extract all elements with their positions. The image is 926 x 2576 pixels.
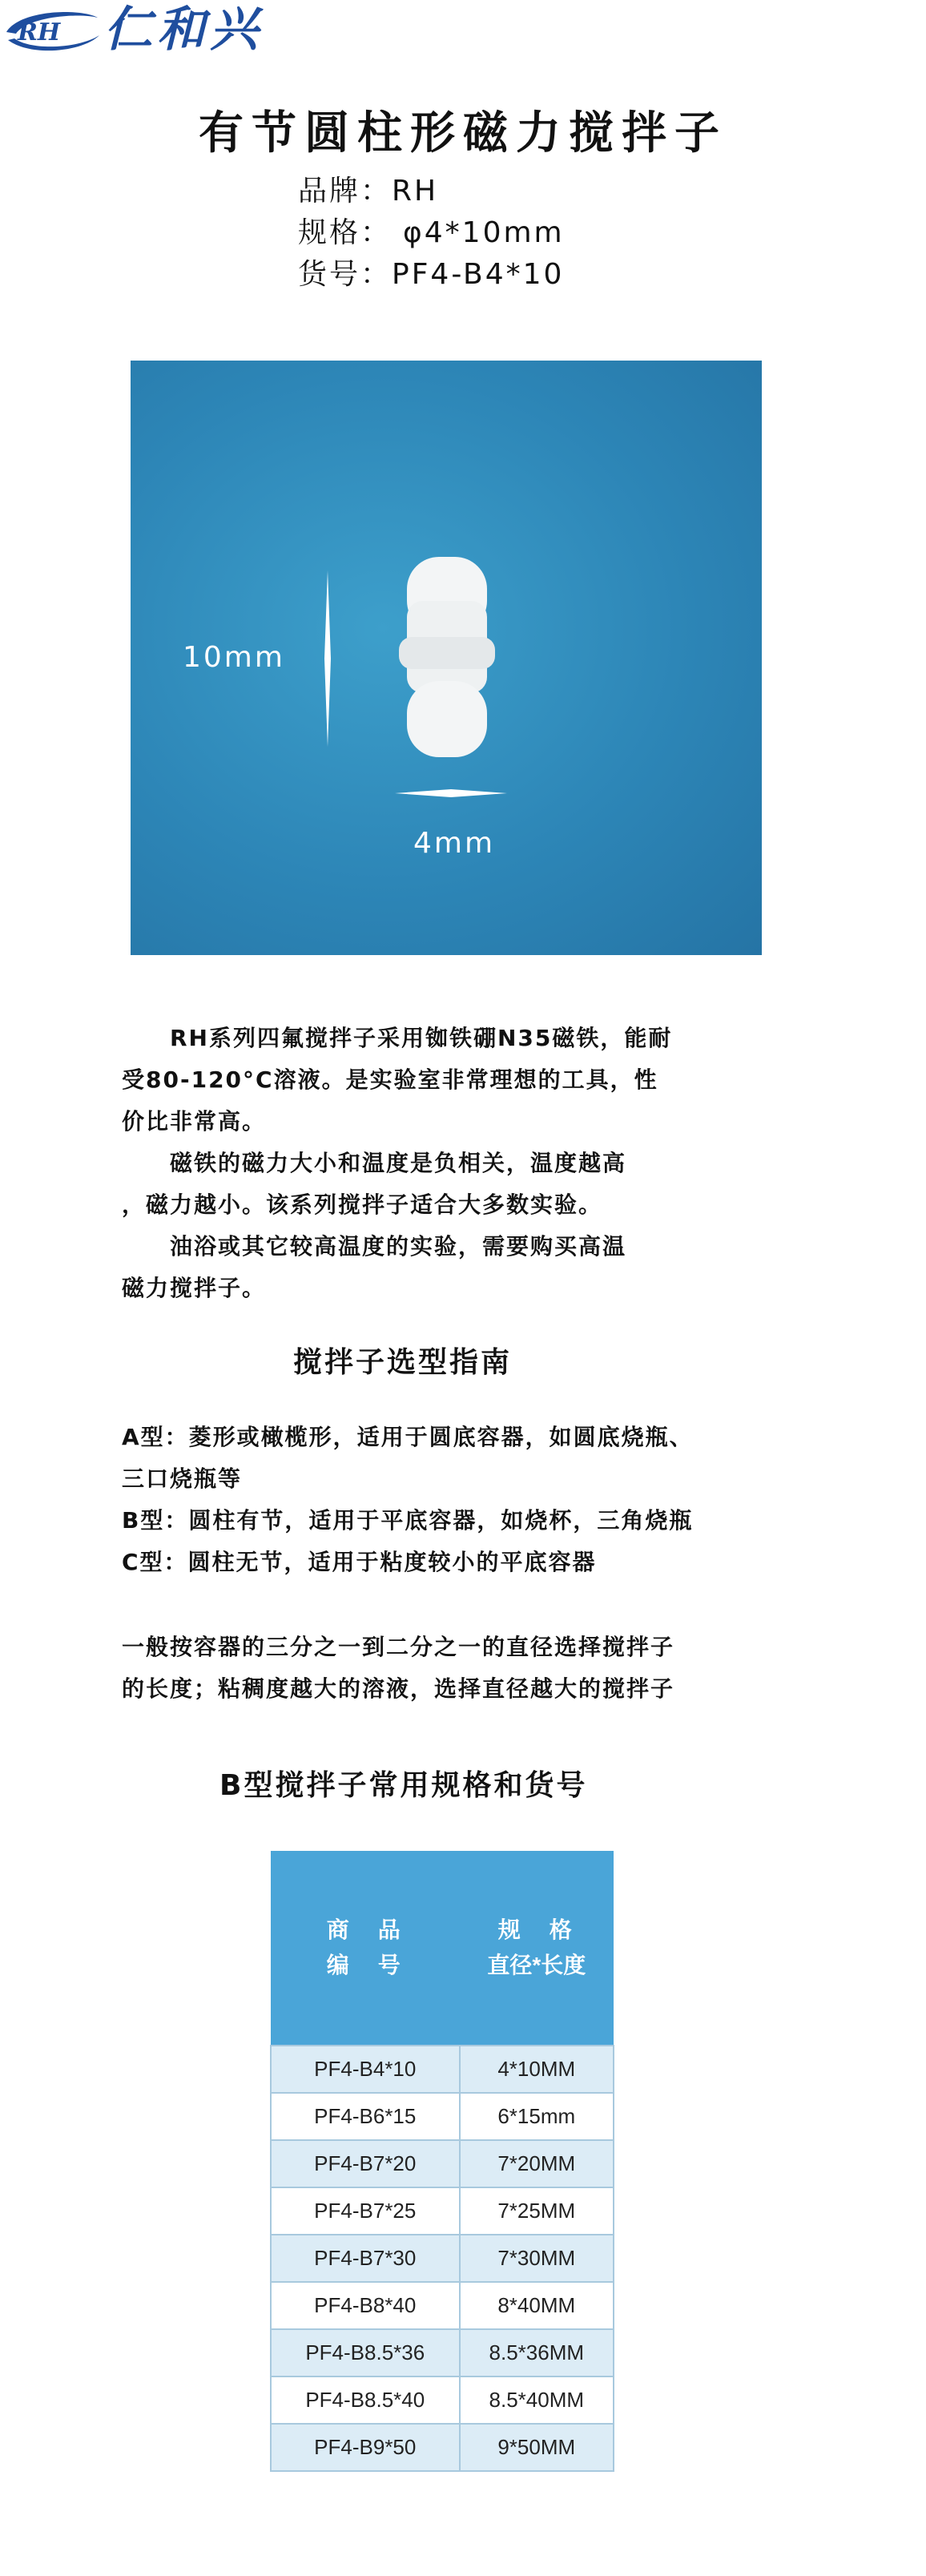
- spec-table: [270, 1851, 614, 2472]
- info-label: 货号：: [298, 258, 393, 291]
- logo-mark: RH: [18, 18, 61, 46]
- intro-line: 磁力搅拌子。: [122, 1275, 267, 1301]
- length-label: 10mm: [183, 641, 285, 674]
- table-row: [271, 2140, 614, 2187]
- dimension: 6*15mm: [460, 2093, 614, 2140]
- rh-swoosh-icon: [0, 0, 104, 64]
- note-line: 一般按容器的三分之一到二分之一的直径选择搅拌子: [122, 1634, 675, 1660]
- product-code: PF4-B7*20: [271, 2140, 460, 2187]
- info-sku: [298, 252, 564, 292]
- table-row: [271, 2376, 614, 2424]
- info-value: RH: [392, 175, 439, 208]
- table-header-row: [271, 1851, 614, 2046]
- dimension: 8.5*36MM: [460, 2329, 614, 2376]
- dimension: 4*10MM: [460, 2046, 614, 2093]
- brand-name: 仁和兴: [104, 2, 263, 58]
- intro-line: 磁铁的磁力大小和温度是负相关，温度越高: [122, 1150, 627, 1176]
- intro-line: ，磁力越小。该系列搅拌子适合大多数实验。: [122, 1191, 603, 1218]
- intro-text: [122, 1018, 811, 1309]
- page-title: 有节圆柱形磁力搅拌子: [199, 107, 727, 159]
- dimension: 8.5*40MM: [460, 2376, 614, 2424]
- table-row: [271, 2329, 614, 2376]
- product-code: PF4-B8*40: [271, 2282, 460, 2329]
- info-spec: [298, 210, 565, 251]
- width-label: 4mm: [413, 827, 496, 860]
- guide-line: 三口烧瓶等: [122, 1465, 243, 1492]
- product-code: PF4-B4*10: [271, 2046, 460, 2093]
- intro-line: 价比非常高。: [122, 1108, 267, 1135]
- guide-list: [122, 1417, 811, 1583]
- table-row: [271, 2235, 614, 2282]
- info-value: PF4-B4*10: [392, 258, 565, 291]
- intro-line: 受80-120°C溶液。是实验室非常理想的工具，性: [122, 1066, 658, 1093]
- header-dimension: 规 格 直径*长度: [460, 1851, 614, 2046]
- dimension: 7*25MM: [460, 2187, 614, 2235]
- product-code: PF4-B8.5*40: [271, 2376, 460, 2424]
- info-value: φ4*10mm: [403, 216, 565, 249]
- table-row: [271, 2282, 614, 2329]
- guide-line: C型：圆柱无节，适用于粘度较小的平底容器: [122, 1549, 597, 1575]
- brand-logo: [0, 0, 312, 64]
- product-photo: [131, 361, 762, 955]
- header-product-code: 商 品 编 号: [271, 1851, 460, 2046]
- product-code: PF4-B9*50: [271, 2424, 460, 2471]
- intro-line: 油浴或其它较高温度的实验，需要购买高温: [122, 1233, 627, 1260]
- product-code: PF4-B8.5*36: [271, 2329, 460, 2376]
- intro-line: RH系列四氟搅拌子采用铷铁硼N35磁铁，能耐: [122, 1025, 673, 1051]
- table-heading: B型搅拌子常用规格和货号: [219, 1769, 588, 1802]
- info-label: 规格：: [298, 216, 393, 249]
- dimension: 8*40MM: [460, 2282, 614, 2329]
- guide-heading: 搅拌子选型指南: [293, 1346, 513, 1379]
- table-row: [271, 2093, 614, 2140]
- guide-line: B型：圆柱有节，适用于平底容器，如烧杯，三角烧瓶: [122, 1507, 694, 1534]
- product-code: PF4-B6*15: [271, 2093, 460, 2140]
- table-row: [271, 2046, 614, 2093]
- product-code: PF4-B7*30: [271, 2235, 460, 2282]
- table-row: [271, 2187, 614, 2235]
- guide-note: [122, 1627, 811, 1710]
- table-row: [271, 2424, 614, 2471]
- info-brand: [298, 168, 438, 209]
- dimension: 7*20MM: [460, 2140, 614, 2187]
- note-line: 的长度；粘稠度越大的溶液，选择直径越大的搅拌子: [122, 1675, 675, 1702]
- dimension: 9*50MM: [460, 2424, 614, 2471]
- dimension: 7*30MM: [460, 2235, 614, 2282]
- guide-line: A型：菱形或橄榄形，适用于圆底容器，如圆底烧瓶、: [122, 1424, 694, 1450]
- info-label: 品牌：: [298, 175, 393, 208]
- product-code: PF4-B7*25: [271, 2187, 460, 2235]
